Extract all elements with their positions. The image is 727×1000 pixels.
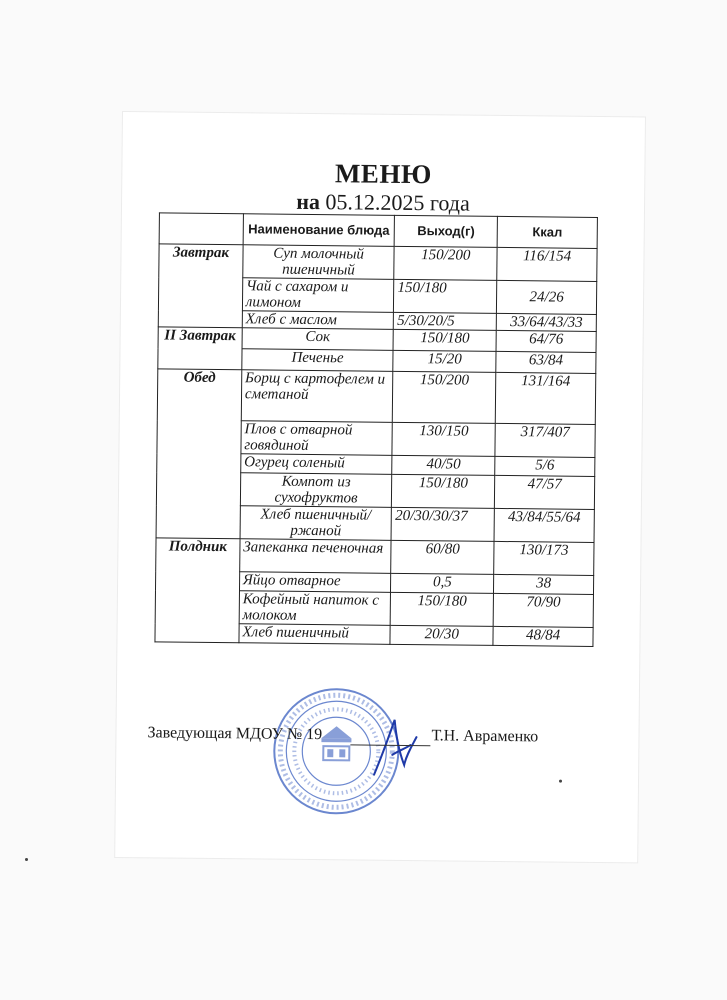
dish-cell: Кофейный напиток с молоком (239, 591, 391, 626)
kcal-cell: 317/407 (495, 423, 595, 457)
header-kcal: Ккал (497, 216, 597, 248)
output-cell: 150/180 (391, 592, 494, 626)
meal-lunch: Обед (156, 369, 242, 539)
output-cell: 150/180 (392, 474, 495, 508)
signature-name: Т.Н. Авраменко (431, 727, 539, 746)
kcal-cell: 64/76 (496, 330, 596, 352)
table-row (158, 327, 596, 353)
handwritten-signature (364, 715, 425, 786)
table-row (156, 538, 594, 576)
document-title: МЕНЮ (334, 158, 432, 190)
output-cell: 130/150 (392, 422, 495, 456)
table-row (157, 369, 596, 425)
dish-cell: Яйцо отварное (239, 572, 391, 593)
dish-cell: Чай с сахаром и лимоном (242, 278, 394, 313)
output-cell: 40/50 (392, 455, 495, 475)
kcal-cell: 47/57 (495, 475, 595, 509)
kcal-cell: 63/84 (496, 351, 596, 373)
header-meal (159, 213, 243, 245)
output-cell: 60/80 (391, 540, 494, 574)
meal-breakfast: Завтрак (158, 244, 243, 328)
paper-speck (559, 780, 562, 783)
dish-cell: Хлеб с маслом (242, 311, 394, 330)
date-prefix: на (296, 188, 321, 215)
dish-cell: Запеканка печеночная (240, 539, 392, 574)
dish-cell: Печенье (242, 349, 394, 372)
scan-speck (25, 858, 28, 861)
table-header-row (159, 213, 597, 249)
meal-second-breakfast: II Завтрак (158, 327, 242, 370)
table-row (159, 244, 597, 282)
kcal-cell: 116/154 (497, 247, 597, 281)
kcal-cell: 24/26 (497, 280, 597, 314)
dish-cell: Борщ с картофелем и сметаной (241, 370, 393, 423)
menu-sheet (115, 112, 645, 862)
output-cell: 20/30/30/37 (391, 507, 494, 541)
header-output: Выход(г) (394, 215, 497, 247)
output-cell: 150/180 (393, 329, 496, 351)
kcal-cell: 70/90 (493, 593, 593, 627)
dish-cell: Компот из сухофруктов (240, 473, 392, 508)
output-cell: 0,5 (391, 573, 494, 593)
output-cell: 20/30 (390, 625, 493, 645)
menu-table (154, 212, 597, 647)
kcal-cell: 130/173 (494, 541, 594, 575)
dish-cell: Хлеб пшеничный (239, 624, 391, 645)
kcal-cell: 33/64/43/33 (496, 313, 596, 331)
dish-cell: Хлеб пшеничный/ржаной (240, 506, 392, 541)
meal-afternoon-snack: Полдник (155, 538, 240, 643)
dish-cell: Суп молочный пшеничный (243, 245, 395, 280)
output-cell: 150/200 (394, 246, 497, 280)
output-cell: 150/180 (394, 279, 497, 313)
signature-position: Заведующая МДОУ № 19 (147, 724, 323, 744)
kcal-cell: 5/6 (495, 456, 595, 476)
output-cell: 15/20 (393, 350, 496, 372)
kcal-cell: 43/84/55/64 (494, 508, 594, 542)
kcal-cell: 38 (494, 574, 594, 594)
date-text: 05.12.2025 года (325, 189, 470, 216)
kcal-cell: 48/84 (493, 626, 593, 646)
header-dish: Наименование блюда (243, 214, 395, 247)
dish-cell: Огурец соленый (241, 454, 393, 475)
dish-cell: Сок (242, 328, 394, 351)
kcal-cell: 131/164 (495, 372, 595, 424)
output-cell: 150/200 (393, 371, 496, 423)
dish-cell: Плов с отварной говядиной (241, 421, 393, 456)
output-cell: 5/30/20/5 (394, 312, 497, 330)
